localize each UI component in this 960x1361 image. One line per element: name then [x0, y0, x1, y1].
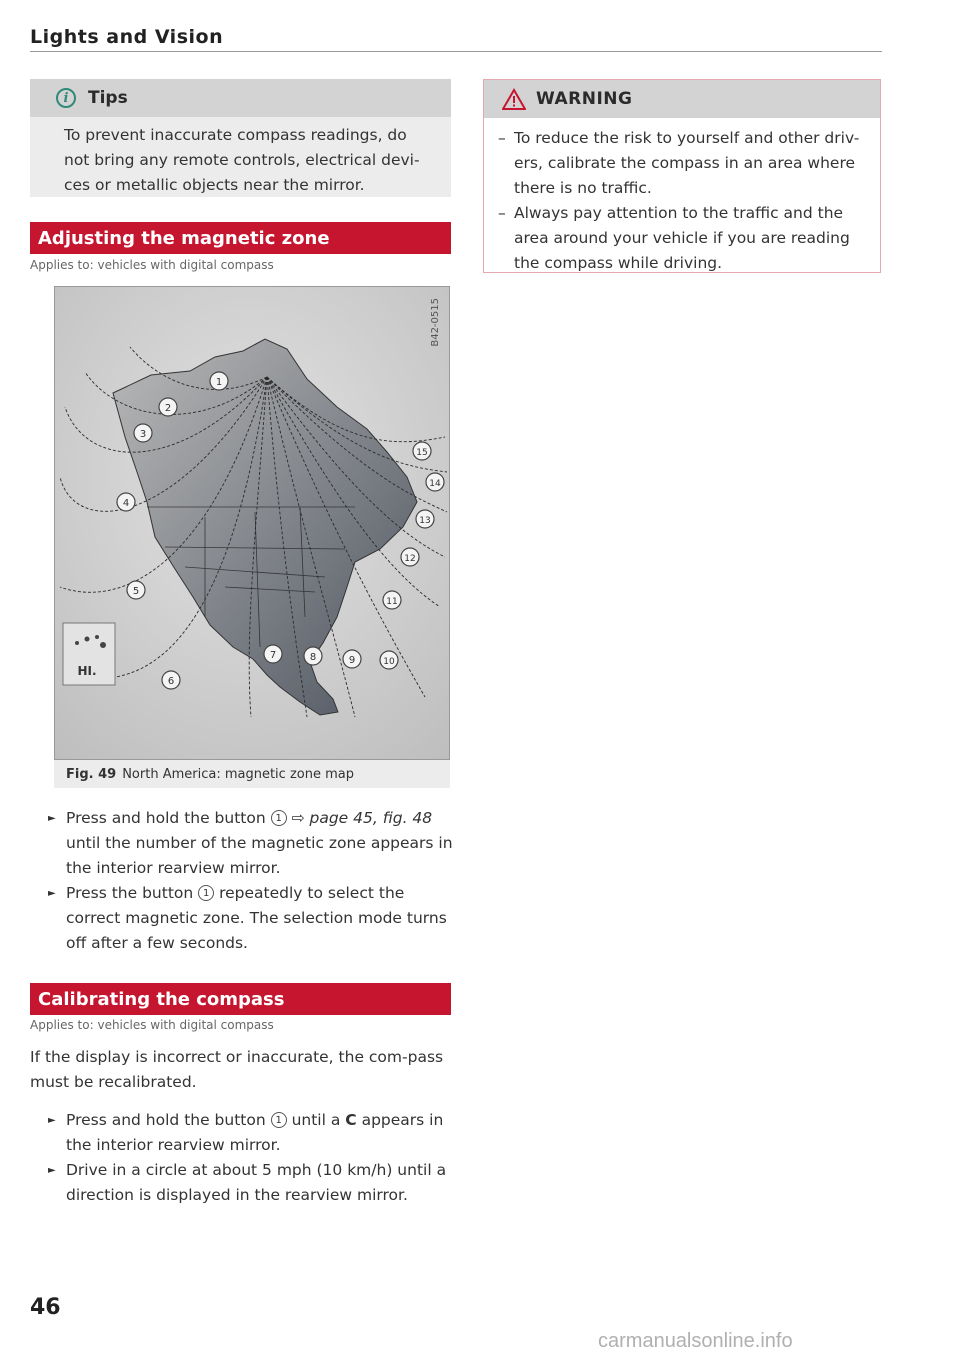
step-text: Press the button: [66, 884, 194, 902]
step-item: [48, 1108, 456, 1158]
steps-calibrating: [48, 1108, 456, 1208]
tips-text: To prevent inaccurate compass readings, do not bring any remote controls, electrical devi-ces or metallic objects near the mirror.: [64, 126, 420, 194]
zone-label: 14: [429, 479, 441, 489]
section-header: Lights and Vision: [30, 26, 224, 48]
step-item: ► Drive in a circle at about 5 mph (10 km/h) until a direction is displayed in the rearview mirror.: [48, 1158, 456, 1208]
zone-label: 4: [122, 498, 130, 509]
hawaii-inset: [63, 623, 115, 685]
step-item: [48, 806, 456, 881]
tips-box: [30, 79, 451, 197]
step-text: appears in the interior rearview mirror.: [66, 1111, 444, 1154]
warning-item: – Always pay attention to the traffic and the area around your vehicle if you are reading the compass while driving.: [498, 201, 868, 276]
zone-label: 7: [269, 650, 277, 661]
step-text: until a: [291, 1111, 341, 1129]
zone-label: 13: [419, 516, 431, 526]
zone-label: 9: [348, 655, 356, 666]
magnetic-zone-map: [54, 286, 450, 760]
figure-caption-text: North America: magnetic zone map: [122, 766, 354, 782]
map-illustration: [55, 287, 449, 759]
warning-item: – To reduce the risk to yourself and other driv-ers, calibrate the compass in an area where there is no traffic.: [498, 126, 868, 201]
step-text: repeatedly to select the correct magnetic zone. The selection mode turns off after a few seconds.: [66, 884, 447, 952]
calibration-intro: If the display is incorrect or inaccurate, the com-pass must be recalibrated.: [30, 1048, 444, 1091]
zone-label: 1: [215, 377, 223, 388]
watermark: carmanualsonline.info: [598, 1330, 793, 1352]
button-reference: 1: [198, 885, 214, 901]
warning-box: [483, 79, 881, 273]
zone-label: 10: [383, 657, 395, 667]
zone-label: 2: [164, 403, 172, 414]
section-title-calibrating: Calibrating the compass: [30, 983, 451, 1015]
zone-label: 15: [416, 448, 428, 458]
applies-to: Applies to: vehicles with digital compass: [30, 258, 274, 272]
figure-caption: [54, 760, 450, 788]
step-text: Press and hold the button: [66, 809, 266, 827]
zone-label: 8: [309, 652, 317, 663]
step-text: until the number of the magnetic zone appears in the interior rearview mirror.: [66, 834, 453, 877]
applies-to: Applies to: vehicles with digital compass: [30, 1018, 274, 1032]
zone-label: 3: [139, 429, 147, 440]
button-reference: 1: [271, 1112, 287, 1128]
step-item: [48, 881, 456, 956]
button-reference: 1: [271, 810, 287, 826]
warning-header: [484, 80, 880, 118]
warning-list: [484, 118, 880, 276]
zone-label: 11: [386, 597, 398, 607]
section-title-magnetic-zone: Adjusting the magnetic zone: [30, 222, 451, 254]
inset-label: HI.: [77, 664, 97, 678]
header-rule: [30, 51, 882, 52]
page-reference-link[interactable]: page 45, fig. 48: [309, 809, 433, 827]
warning-title: WARNING: [536, 89, 633, 109]
figure-caption-label: Fig. 49: [66, 766, 117, 782]
zone-label: 6: [167, 676, 175, 687]
tips-header: [30, 79, 451, 117]
warning-triangle-icon: [502, 88, 526, 110]
steps-adjusting: [48, 806, 456, 956]
zone-label: 12: [404, 554, 416, 564]
step-text: Press and hold the button: [66, 1111, 266, 1129]
info-icon: i: [56, 88, 76, 108]
calibration-symbol: C: [345, 1111, 357, 1129]
page-number: 46: [30, 1295, 61, 1320]
figure-code: B42-0515: [430, 298, 441, 347]
arrow-icon: ⇨: [291, 809, 305, 827]
zone-label: 5: [132, 586, 140, 597]
tips-title: Tips: [88, 88, 128, 108]
